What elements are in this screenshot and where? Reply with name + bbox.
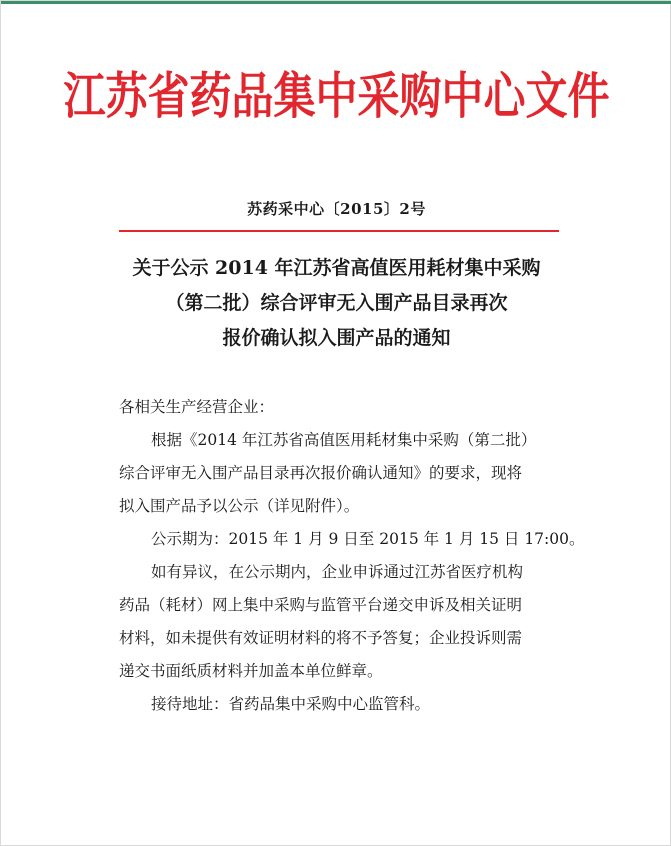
document-header-title: 江苏省药品集中采购中心文件 [63,67,610,125]
title-line: （第二批）综合评审无入围产品目录再次 [165,292,508,314]
body-line: 根据《2014 年江苏省高值医用耗材集中采购（第二批） [151,431,537,449]
body-line: 公示期为：2015 年 1 月 9 日至 2015 年 1 月 15 日 17:00。 [151,530,585,548]
title-line: 报价确认拟入围产品的通知 [222,327,451,349]
title-line: 关于公示 2014 年江苏省高值医用耗材集中采购 [132,257,541,279]
body-line: 如有异议，在公示期内，企业申诉通过江苏省医疗机构 [151,563,524,581]
body-line: 药品（耗材）网上集中采购与监管平台递交申诉及相关证明 [119,596,523,614]
header-divider-rule [119,230,559,232]
body-line: 递交书面纸质材料并加盖本单位鲜章。 [119,662,383,680]
body-line: 材料，如未提供有效证明材料的将不予答复；企业投诉则需 [119,629,523,647]
salutation: 各相关生产经营企业： [119,398,275,416]
document-title [1,251,671,356]
body-line: 拟入围产品予以公示（详见附件）。 [119,497,360,515]
document-number: 苏药采中心〔2015〕2号 [247,200,426,218]
top-border-line [1,1,671,4]
body-line: 综合评审无入围产品目录再次报价确认通知》的要求，现将 [119,464,523,482]
document-body [119,391,585,721]
body-line: 接待地址：省药品集中采购中心监管科。 [151,695,431,713]
